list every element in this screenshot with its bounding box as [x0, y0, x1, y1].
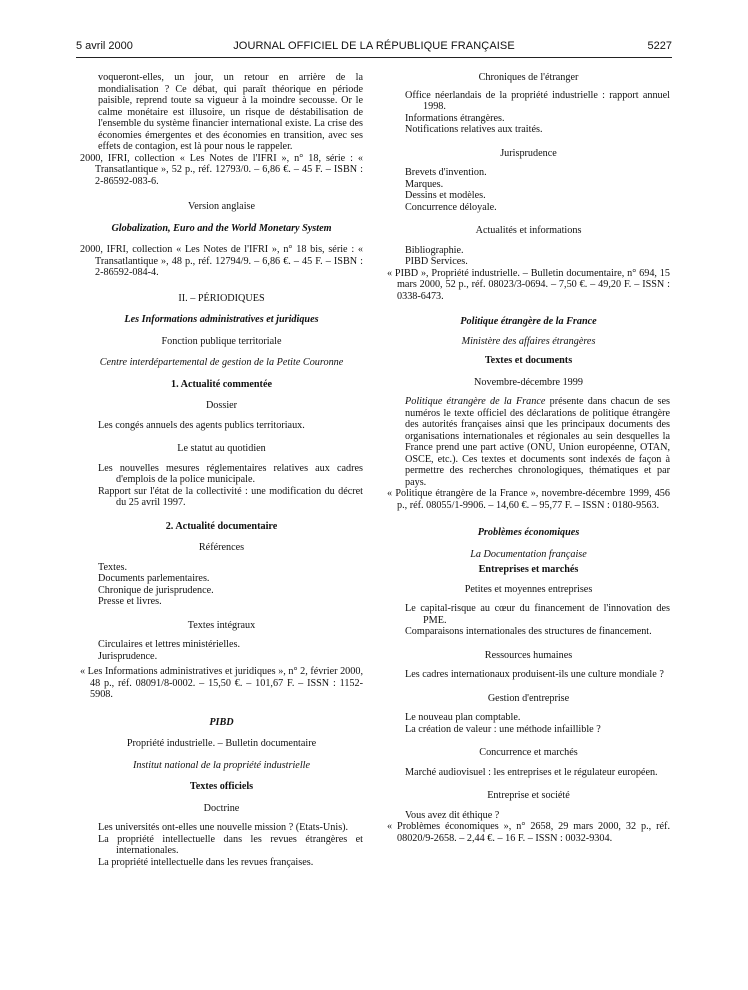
- list-item: Presse et livres.: [98, 596, 162, 607]
- list-item: La propriété intellectuelle dans les revues françaises.: [98, 856, 314, 868]
- heading-textes-officiels: Textes officiels: [189, 781, 254, 792]
- politique-description: [387, 396, 670, 488]
- heading-textes-documents: Textes et documents: [484, 355, 573, 366]
- list-item: Rapport sur l'état de la collectivité : une modification du décret du 25 avril 1997.: [98, 485, 363, 508]
- list-item: Comparaisons internationales des structures de financement.: [405, 626, 652, 637]
- subheading-chroniques: Chroniques de l'étranger: [478, 72, 579, 83]
- subheading-textes-integraux: Textes intégraux: [187, 619, 256, 631]
- reference-iaj: « Les Informations administratives et juridiques », n° 2, février 2000, 48 p., réf. 08091/8-0002. – 15,50 €. – 101,67 F. – ISSN : 1152-5908.: [80, 666, 363, 700]
- intro-paragraph: voqueront-elles, un jour, un retour en arrière de la mondialisation ? Ce débat, qui paraît théorique en période paisible, reprend toute sa vigueur à la moindre secousse. Or le calme monétaire est illusoire, un risque de déstabilisation de l'ensemble du système financier international existe. La crise des économies émergentes et des économies en transition, avec ses effets de contagion, est là pour nous le rappeler.: [98, 72, 363, 152]
- list-item: Bibliographie.: [405, 244, 464, 256]
- subheading-actualites: Actualités et informations: [475, 225, 582, 236]
- list-item: Les nouvelles mesures réglementaires relatives aux cadres d'emplois de la police municipale.: [98, 462, 363, 485]
- subheading-references: Références: [198, 542, 245, 553]
- subheading-concurrence: Concurrence et marchés: [479, 747, 578, 758]
- list-item: Dessins et modèles.: [405, 190, 486, 201]
- page-number: 5227: [647, 40, 672, 52]
- heading-actualite-commentee: 1. Actualité commentée: [171, 378, 272, 390]
- list-item: Circulaires et lettres ministérielles.: [98, 639, 241, 650]
- periodical-title-politique: Politique étrangère de la France: [460, 316, 597, 327]
- reference-politique: « Politique étrangère de la France », novembre-décembre 1999, 456 p., réf. 08055/1-9906. – 14,60 €. – 95,77 F. – ISSN : 0180-9563.: [387, 488, 670, 511]
- page-header: [76, 38, 672, 56]
- header-date: 5 avril 2000: [76, 40, 133, 52]
- politique-description-text: présente dans chacun de ses numéros le texte officiel des déclarations de politique étrangère des autorités françaises ainsi que les principaux documents des organisations internationales et régionales au sein desquelles la France prend une part active (ONU, Union européenne, OTAN, OSCE, etc.). Ces textes et documents sont indexés de façon à permettre des recherches chronologiques, thématiques et par pays.: [405, 396, 670, 488]
- header-rule: [76, 57, 672, 58]
- publisher-centre: Centre interdépartemental de gestion de la Petite Couronne: [99, 357, 344, 368]
- list-item: Les cadres internationaux produisent-ils une culture mondiale ?: [405, 669, 664, 680]
- list-item: Brevets d'invention.: [405, 167, 487, 178]
- version-heading: Version anglaise: [187, 201, 256, 212]
- subheading-pme: Petites et moyennes entreprises: [464, 583, 593, 595]
- list-item: Chronique de jurisprudence.: [98, 584, 214, 596]
- list-item: Marques.: [405, 178, 444, 190]
- heading-entreprises: Entreprises et marchés: [478, 564, 579, 575]
- reference-ifri-1: 2000, IFRI, collection « Les Notes de l'IFRI », n° 18, série : « Transatlantique », 52 p., réf. 12793/0. – 6,86 €. – 45 F. – ISBN : 2-86592-083-6.: [80, 152, 363, 187]
- list-item: Notifications relatives aux traités.: [405, 124, 543, 135]
- list-item: La création de valeur : une méthode infaillible ?: [405, 723, 601, 735]
- reference-pibd: « PIBD », Propriété industrielle. – Bulletin documentaire, n° 694, 15 mars 2000, 52 p., réf. 08023/3-0694. – 7,50 €. – 49,20 F. – ISSN : 0338-6473.: [387, 267, 670, 302]
- list-item: Le capital-risque au cœur du financement de l'innovation des PME.: [405, 603, 670, 626]
- periodical-title-pibd: PIBD: [209, 716, 234, 728]
- subheading-prop-ind: Propriété industrielle. – Bulletin documentaire: [126, 738, 317, 749]
- list-item: Documents parlementaires.: [98, 573, 210, 584]
- subheading-statut: Le statut au quotidien: [177, 443, 266, 454]
- right-column: [387, 72, 670, 844]
- subheading-dossier: Dossier: [205, 400, 238, 411]
- subheading-gestion: Gestion d'entreprise: [487, 692, 570, 704]
- subheading-date: Novembre-décembre 1999: [474, 376, 583, 388]
- list-item: La propriété intellectuelle dans les revues étrangères et internationales.: [98, 833, 363, 856]
- english-title: Globalization, Euro and the World Monetary System: [111, 222, 332, 234]
- publisher-documentation: La Documentation française: [470, 548, 587, 560]
- subheading-jurisprudence: Jurisprudence: [500, 147, 557, 159]
- list-item: PIBD Services.: [405, 256, 468, 267]
- reference-problemes: « Problèmes économiques », n° 2658, 29 mars 2000, 32 p., réf. 08020/9-2658. – 2,44 €. – 16 F. – ISSN : 0032-9304.: [387, 821, 670, 844]
- reference-ifri-2: 2000, IFRI, collection « Les Notes de l'IFRI », n° 18 bis, série : « Transatlantique », 48 p., réf. 12794/9. – 6,86 €. – 45 F. – ISBN : 2-86592-084-4.: [80, 244, 363, 278]
- publisher-ministere: Ministère des affaires étrangères: [461, 335, 596, 347]
- list-item: Office néerlandais de la propriété industrielle : rapport annuel 1998.: [405, 89, 670, 112]
- list-item: Concurrence déloyale.: [405, 201, 497, 213]
- publisher-inpi: Institut national de la propriété industrielle: [132, 759, 311, 771]
- subheading-societe: Entreprise et société: [487, 790, 570, 801]
- list-item: Textes.: [98, 561, 127, 573]
- list-item: Les universités ont-elles une nouvelle mission ? (Etats-Unis).: [98, 822, 349, 833]
- left-column: [80, 72, 363, 868]
- list-item: Jurisprudence.: [98, 650, 158, 662]
- list-item: Les congés annuels des agents publics territoriaux.: [98, 419, 305, 431]
- subheading-rh: Ressources humaines: [484, 649, 573, 661]
- list-item: Vous avez dit éthique ?: [405, 809, 500, 821]
- periodical-title-iaj: Les Informations administratives et juridiques: [124, 314, 319, 325]
- politique-title-inline: Politique étrangère de la France: [405, 396, 546, 407]
- list-item: Informations étrangères.: [405, 112, 505, 124]
- heading-actualite-documentaire: 2. Actualité documentaire: [165, 520, 278, 532]
- list-item: Marché audiovisuel : les entreprises et le régulateur européen.: [405, 766, 658, 778]
- subheading-doctrine: Doctrine: [203, 802, 240, 814]
- header-title: JOURNAL OFFICIEL DE LA RÉPUBLIQUE FRANÇAISE: [233, 40, 515, 52]
- section-periodiques: II. – PÉRIODIQUES: [178, 292, 265, 304]
- subheading-fonction: Fonction publique territoriale: [161, 335, 282, 347]
- list-item: Le nouveau plan comptable.: [405, 712, 521, 723]
- periodical-title-problemes: Problèmes économiques: [477, 527, 580, 538]
